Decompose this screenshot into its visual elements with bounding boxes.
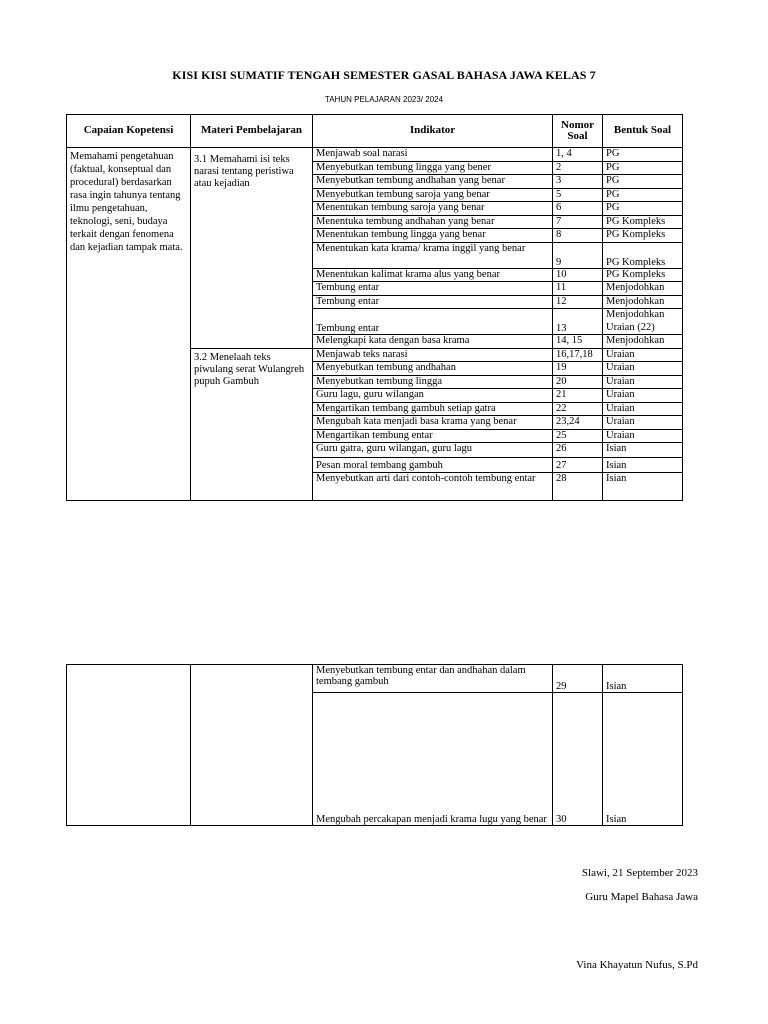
- bentuk-cell: Menjodohkan: [603, 282, 683, 296]
- nomor-cell: 26: [553, 443, 603, 458]
- indikator-cell: Mengartikan tembang gambuh setiap gatra: [313, 402, 553, 416]
- nomor-cell: 13: [553, 309, 603, 335]
- bentuk-cell: PG Kompleks: [603, 215, 683, 229]
- indikator-cell: Tembung entar: [313, 309, 553, 335]
- materi-text-2: 3.2 Menelaah teks piwulang serat Wulangreh pupuh Gambuh: [194, 351, 305, 387]
- document-subtitle: TAHUN PELAJARAN 2023/ 2024: [324, 95, 444, 104]
- indikator-cell: Tembung entar: [313, 282, 553, 296]
- nomor-cell: 2: [553, 161, 603, 175]
- nomor-cell: 14, 15: [553, 335, 603, 349]
- bentuk-cell: Isian: [603, 473, 683, 501]
- materi-text-1: 3.1 Memahami isi teks narasi tentang peristiwa atau kejadian: [194, 154, 294, 189]
- header-materi: Materi Pembelajaran: [191, 115, 313, 148]
- capaian-cell-empty: [67, 665, 191, 826]
- nomor-cell: 10: [553, 268, 603, 282]
- bentuk-cell: PG Kompleks: [603, 229, 683, 243]
- bentuk-cell: Uraian: [603, 389, 683, 403]
- bentuk-cell: Isian: [603, 665, 683, 693]
- signature-name: Vina Khayatun Nufus, S.Pd: [576, 959, 698, 971]
- nomor-cell: 21: [553, 389, 603, 403]
- kisi-kisi-table: [66, 114, 683, 501]
- indikator-cell: Pesan moral tembang gambuh: [313, 458, 553, 473]
- nomor-cell: 9: [553, 242, 603, 268]
- indikator-cell: Menyebutkan tembung entar dan andhahan dalam tembang gambuh: [313, 665, 553, 693]
- indikator-cell: Menjawab soal narasi: [313, 148, 553, 162]
- bentuk-cell: Uraian: [603, 348, 683, 362]
- bentuk-cell: PG: [603, 161, 683, 175]
- bentuk-cell: Uraian: [603, 416, 683, 430]
- table-row: [67, 665, 683, 693]
- bentuk-cell: Isian: [603, 443, 683, 458]
- nomor-cell: 12: [553, 295, 603, 309]
- indikator-cell: Mengartikan tembung entar: [313, 429, 553, 443]
- bentuk-cell: Uraian: [603, 362, 683, 376]
- indikator-cell: Menyebutkan tembung andhahan yang benar: [313, 175, 553, 189]
- nomor-cell: 3: [553, 175, 603, 189]
- kisi-kisi-table-continued: [66, 664, 683, 826]
- indikator-cell: Menentukan kalimat krama alus yang benar: [313, 268, 553, 282]
- indikator-cell: Menyebutkan tembung saroja yang benar: [313, 188, 553, 202]
- nomor-cell: 30: [553, 693, 603, 826]
- nomor-cell: 20: [553, 375, 603, 389]
- indikator-cell: Menentuka tembung andhahan yang benar: [313, 215, 553, 229]
- header-nomor: Nomor Soal: [553, 115, 603, 148]
- bentuk-cell: Menjodohkan: [603, 335, 683, 349]
- document-title: KISI KISI SUMATIF TENGAH SEMESTER GASAL BAHASA JAWA KELAS 7: [172, 68, 596, 82]
- nomor-cell: 27: [553, 458, 603, 473]
- indikator-cell: Mengubah kata menjadi basa krama yang benar: [313, 416, 553, 430]
- bentuk-cell: Menjodohkan: [603, 295, 683, 309]
- nomor-cell: 6: [553, 202, 603, 216]
- bentuk-cell: PG: [603, 148, 683, 162]
- indikator-cell: Menjawab teks narasi: [313, 348, 553, 362]
- indikator-cell: Menyebutkan tembung lingga: [313, 375, 553, 389]
- nomor-cell: 28: [553, 473, 603, 501]
- bentuk-cell: PG: [603, 188, 683, 202]
- nomor-cell: 1, 4: [553, 148, 603, 162]
- bentuk-cell: PG: [603, 175, 683, 189]
- header-capaian: Capaian Kopetensi: [67, 115, 191, 148]
- indikator-cell: Menentukan tembung saroja yang benar: [313, 202, 553, 216]
- indikator-cell: Menyebutkan tembung andhahan: [313, 362, 553, 376]
- bentuk-cell: Uraian: [603, 375, 683, 389]
- nomor-cell: 5: [553, 188, 603, 202]
- indikator-cell: Mengubah percakapan menjadi krama lugu yang benar: [313, 693, 553, 826]
- materi-cell-empty: [191, 665, 313, 826]
- header-bentuk: Bentuk Soal: [603, 115, 683, 148]
- nomor-cell: 29: [553, 665, 603, 693]
- indikator-cell: Menentukan tembung lingga yang benar: [313, 229, 553, 243]
- capaian-cell: [67, 148, 191, 501]
- nomor-cell: 7: [553, 215, 603, 229]
- indikator-cell: Guru lagu, guru wilangan: [313, 389, 553, 403]
- bentuk-cell: Isian: [603, 693, 683, 826]
- bentuk-cell: Isian: [603, 458, 683, 473]
- bentuk-cell: PG Kompleks: [603, 242, 683, 268]
- signature-role: Guru Mapel Bahasa Jawa: [585, 891, 698, 903]
- nomor-cell: 23,24: [553, 416, 603, 430]
- nomor-cell: 16,17,18: [553, 348, 603, 362]
- signature-place-date: Slawi, 21 September 2023: [581, 867, 698, 879]
- nomor-cell: 19: [553, 362, 603, 376]
- bentuk-cell: Uraian: [603, 402, 683, 416]
- indikator-cell: Guru gatra, guru wilangan, guru lagu: [313, 443, 553, 458]
- indikator-cell: Melengkapi kata dengan basa krama: [313, 335, 553, 349]
- bentuk-cell: PG: [603, 202, 683, 216]
- indikator-cell: Tembung entar: [313, 295, 553, 309]
- table-row: [67, 148, 683, 162]
- capaian-text: Memahami pengetahuan (faktual, konseptual dan procedural) berdasarkan rasa ingin tahunya tentang ilmu pengetahuan, teknologi, seni, budaya terkait dengan fenomena dan kejadian tampak mata.: [70, 151, 183, 253]
- header-indikator: Indikator: [313, 115, 553, 148]
- indikator-cell: Menyebutkan tembung lingga yang bener: [313, 161, 553, 175]
- nomor-cell: 22: [553, 402, 603, 416]
- materi-cell-2: [191, 348, 313, 501]
- bentuk-cell: PG Kompleks: [603, 268, 683, 282]
- indikator-cell: Menyebutkan arti dari contoh-contoh tembung entar: [313, 473, 553, 501]
- nomor-cell: 25: [553, 429, 603, 443]
- nomor-cell: 8: [553, 229, 603, 243]
- indikator-cell: Menentukan kata krama/ krama inggil yang benar: [313, 242, 553, 268]
- bentuk-cell: Menjodohkan Uraian (22): [603, 309, 683, 335]
- materi-cell-1: [191, 148, 313, 349]
- nomor-cell: 11: [553, 282, 603, 296]
- bentuk-cell: Uraian: [603, 429, 683, 443]
